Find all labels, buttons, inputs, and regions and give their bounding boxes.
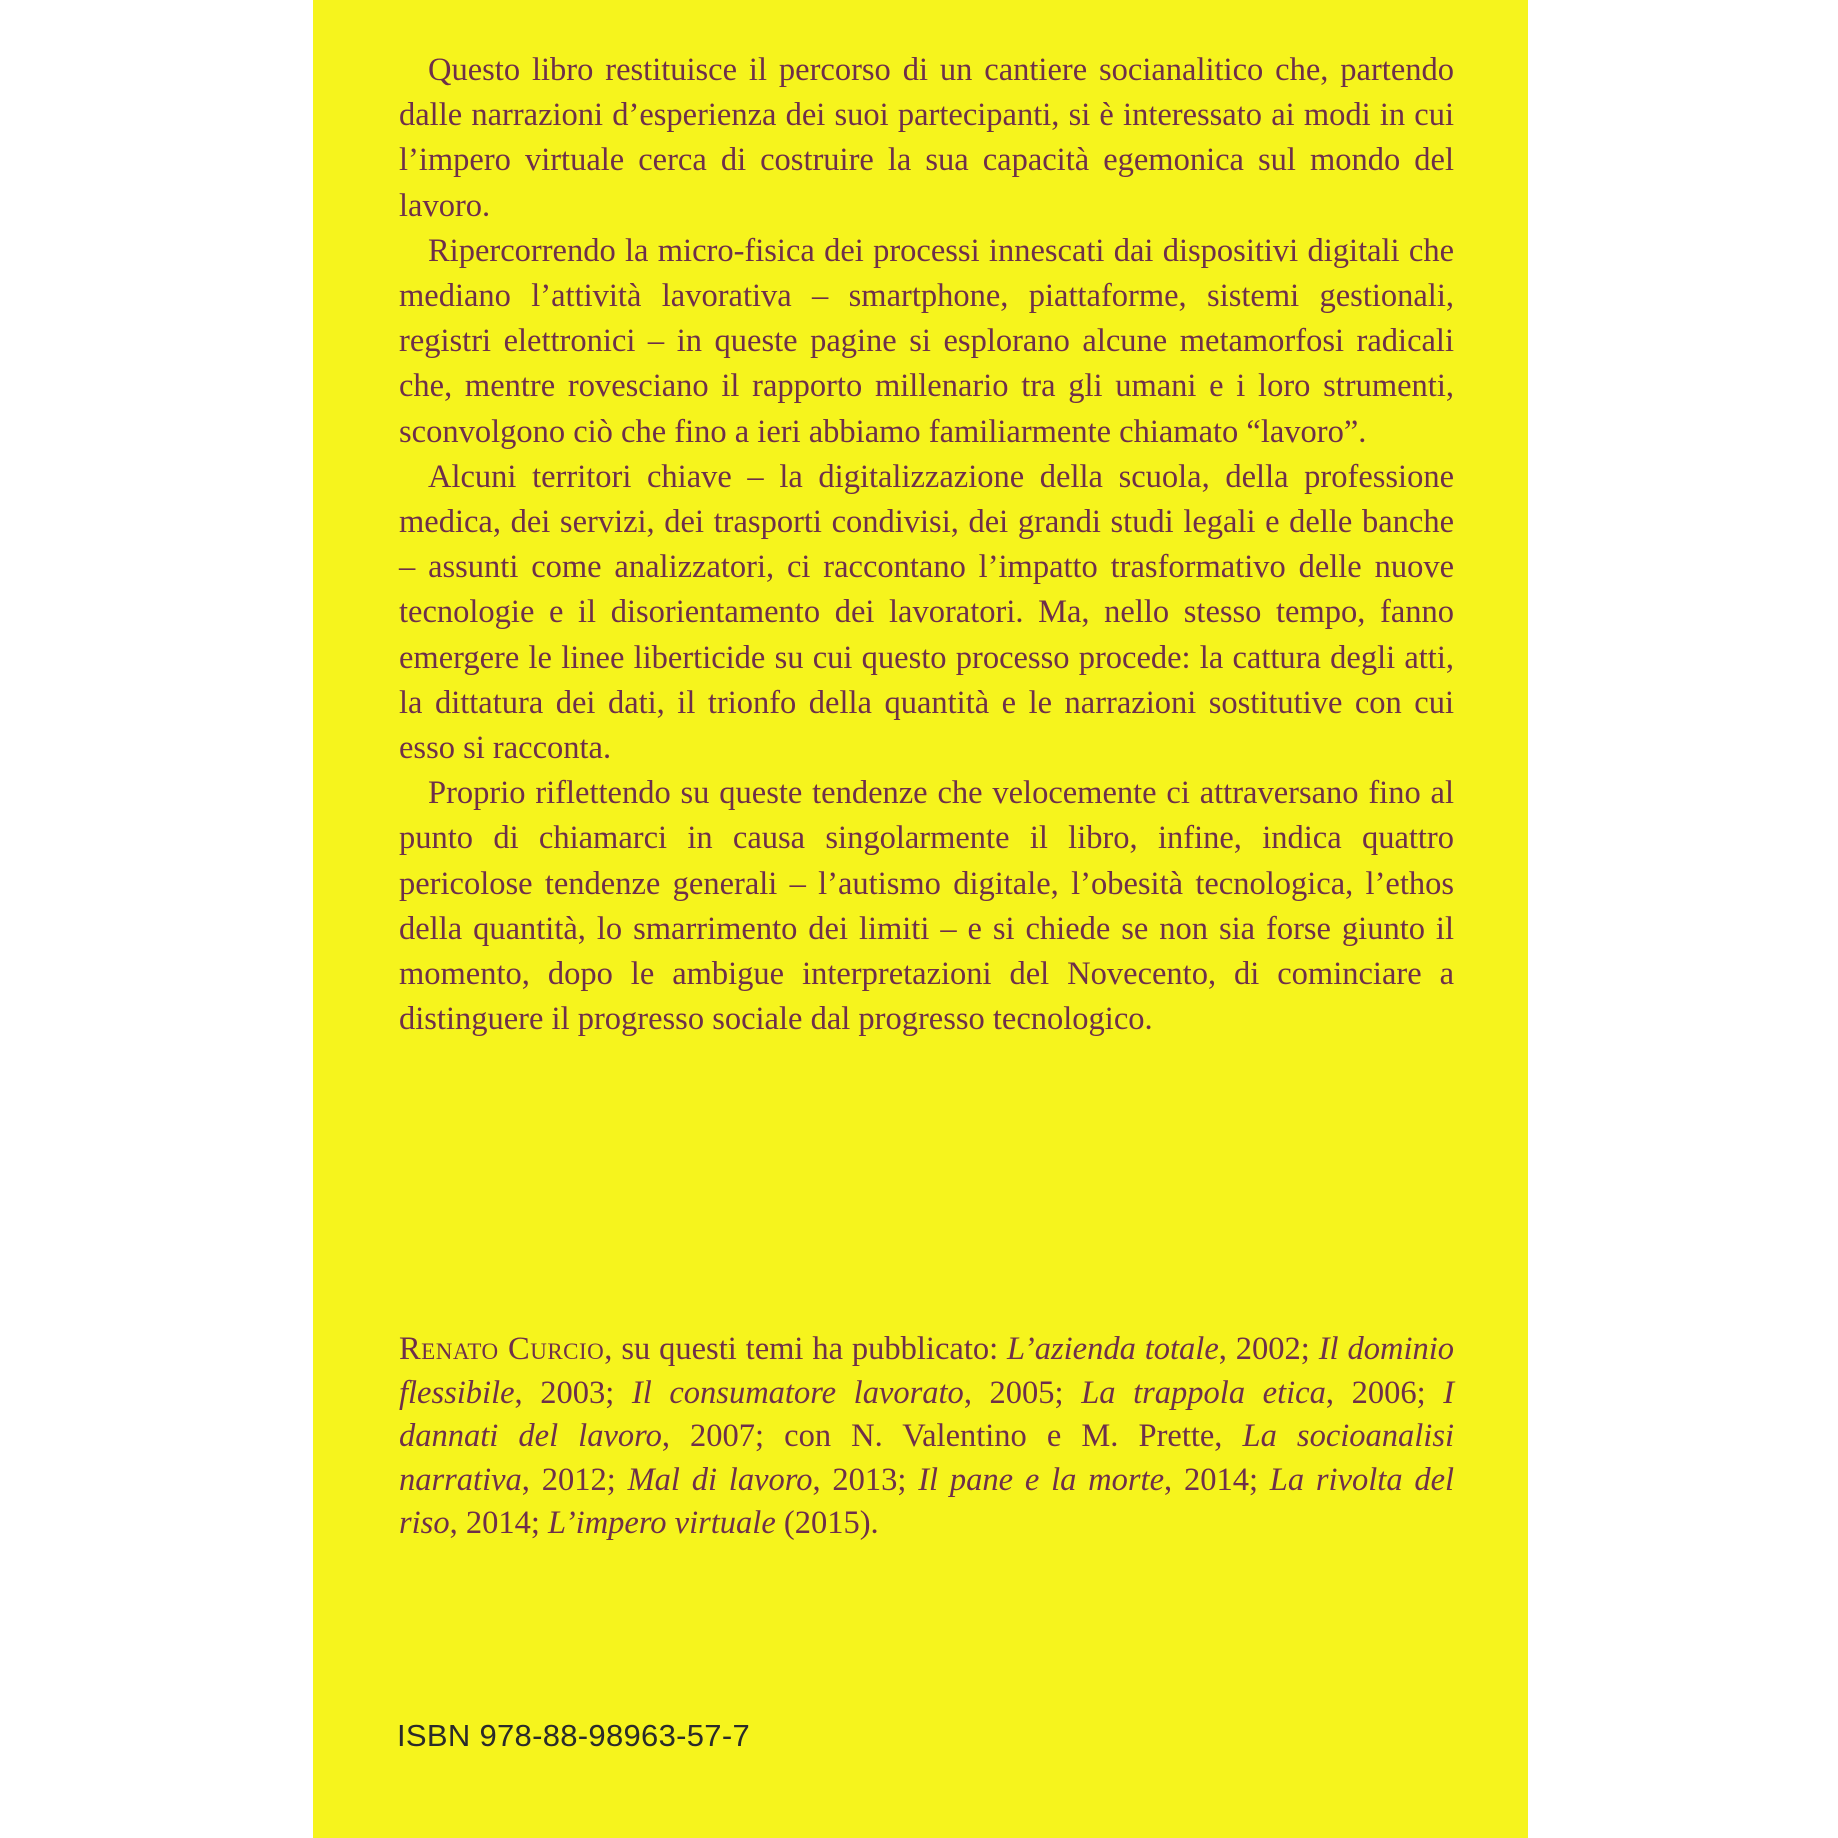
- author-bibliography: [399, 1328, 1454, 1546]
- work-year: 2012: [541, 1461, 607, 1498]
- bibliography-intro: , su questi temi ha pubblicato:: [604, 1331, 1008, 1367]
- author-name: Renato Curcio: [399, 1331, 605, 1367]
- work-year: 2005: [989, 1374, 1055, 1411]
- work-year: 2003: [540, 1374, 606, 1411]
- work-year: 2013: [832, 1461, 898, 1498]
- work-year: 2015: [794, 1505, 860, 1541]
- work-title: Il dominio flessibile: [399, 1331, 1455, 1411]
- work-year: 2002: [1235, 1331, 1301, 1367]
- work-separator: ;: [1300, 1331, 1319, 1367]
- work-year: 2014: [1183, 1461, 1249, 1498]
- blurb-paragraph: Proprio riflettendo su queste tendenze che velocemente ci attraversano fino al punto di chiamarci in causa singolarmente il libro, infine, indica quattro pericolose tendenze generali – l’autismo digitale, l’obesità tecnologica, l’ethos della quantità, lo smarrimento dei limiti – e si chiede se non sia forse giunto il momento, dopo le ambigue interpretazioni del Novecento, di cominciare a distinguere il progresso sociale dal progresso tecnologico.: [399, 775, 1454, 1038]
- work-separator: ;: [755, 1418, 785, 1454]
- work-title: I dannati del lavoro: [399, 1374, 1455, 1454]
- isbn-number: ISBN 978-88-98963-57-7: [397, 1718, 750, 1753]
- work-separator: ;: [606, 1461, 628, 1498]
- work-separator: ;: [1248, 1461, 1270, 1498]
- blurb-text: [399, 48, 1454, 1042]
- work-title: La rivolta del riso: [399, 1461, 1455, 1541]
- work-title: L’azienda totale: [1007, 1331, 1219, 1367]
- work-title: Il consumatore lavorato: [631, 1374, 964, 1411]
- work-title: Mal di lavoro: [627, 1461, 813, 1498]
- work-separator: ;: [1416, 1374, 1444, 1411]
- bibliography-works: L’azienda totale, 2002; Il dominio flessibile, 2003; Il consumatore lavorato, 2005; La trappola etica, 2006; I dannati del lavoro, 2007; con N. Valentino e M. Prette, La socioanalisi narrativa, 2012; Mal di lavoro, 2013; Il pane e la morte, 2014; La rivolta del riso, 2014; L’impero virtuale (2015).: [399, 1331, 1455, 1541]
- work-separator: .: [870, 1505, 879, 1541]
- blurb-paragraph: Questo libro restituisce il percorso di un cantiere socianalitico che, partendo dalle narrazioni d’esperienza dei suoi partecipanti, si è interessato ai modi in cui l’impero virtuale cerca di costruire la sua capacità egemonica sul mondo del lavoro.: [399, 52, 1454, 224]
- work-separator: ;: [530, 1505, 548, 1541]
- work-title: La socioanalisi narrativa: [399, 1418, 1455, 1498]
- work-separator: ;: [605, 1374, 632, 1411]
- back-cover: [313, 0, 1528, 1838]
- work-year: 2014: [465, 1505, 531, 1541]
- work-year: 2006: [1351, 1374, 1417, 1411]
- work-title: Il pane e la morte: [918, 1461, 1164, 1498]
- blurb-paragraph: Alcuni territori chiave – la digitalizzazione della scuola, della professione medica, dei servizi, dei trasporti condivisi, dei grandi studi legali e delle banche – assunti come analizzatori, ci raccontano l’impatto trasformativo delle nuove tecnologie e il disorientamento dei lavoratori. Ma, nello stesso tempo, fanno emergere le linee liberticide su cui questo processo procede: la cattura degli atti, la dittatura dei dati, il trionfo della quantità e le narrazioni sostitutive con cui esso si racconta.: [399, 458, 1454, 767]
- work-year: 2007: [690, 1418, 756, 1454]
- work-title: L’impero virtuale: [547, 1505, 776, 1541]
- work-coauthors: con N. Valentino e M. Prette,: [784, 1418, 1243, 1454]
- work-title: La trappola etica: [1081, 1374, 1326, 1411]
- work-separator: ;: [1054, 1374, 1082, 1411]
- work-separator: ;: [897, 1461, 919, 1498]
- blurb-paragraph: Ripercorrendo la micro-fisica dei processi innescati dai dispositivi digitali che mediano l’attività lavorativa – smartphone, piattaforme, sistemi gestionali, registri elettronici – in queste pagine si esplorano alcune metamorfosi radicali che, mentre rovesciano il rapporto millenario tra gli umani e i loro strumenti, sconvolgono ciò che fino a ieri abbiamo familiarmente chiamato “lavoro”.: [399, 232, 1454, 450]
